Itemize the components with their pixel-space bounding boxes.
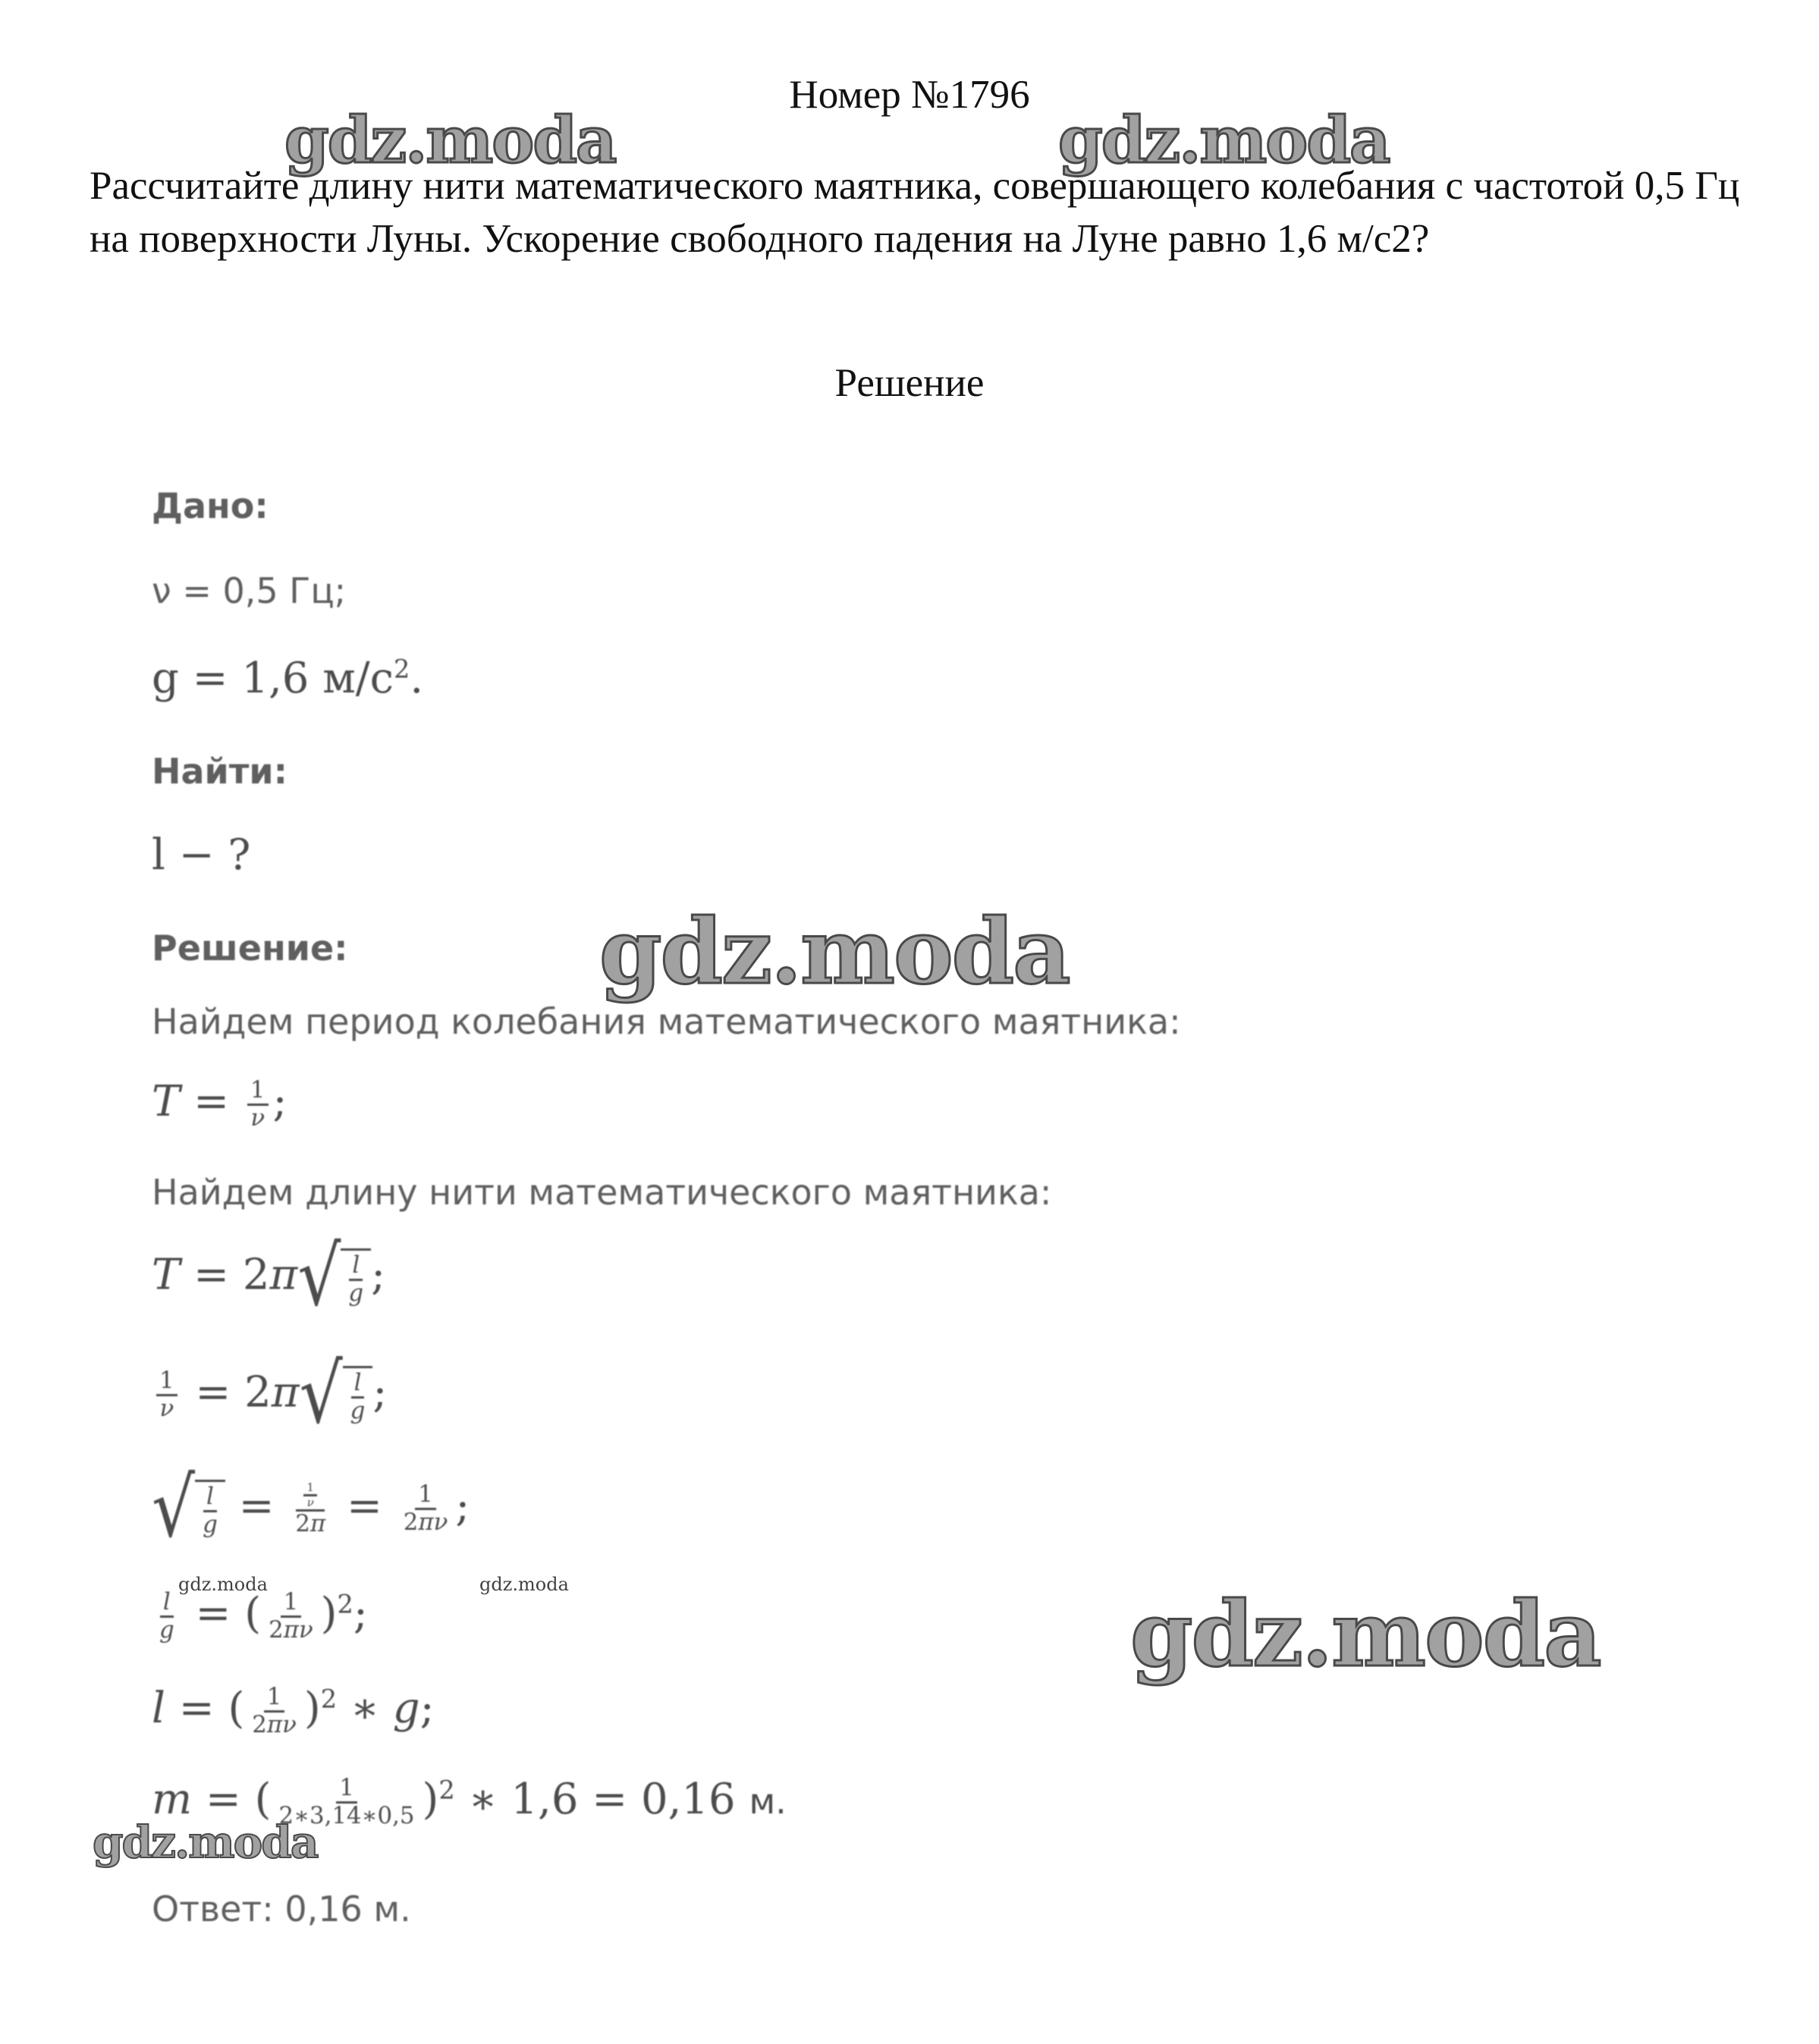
watermark: gdz.moda [284,102,616,177]
problem-statement: Рассчитайте длину нити математического маятника, совершающего колебания с частотой 0,5 Гц на поверхности Луны. Ускорение свободного падения на Луне равно 1,6 м/с2? [90,164,1740,261]
given-gravity [152,654,423,703]
step-length-text: Найдем длину нити математического маятника: [152,1172,1052,1213]
watermark: gdz.moda [599,899,1070,1004]
formula-square: $\frac{l}{g}$ = ( $\frac{1}{2\pi\nu}$ )$^2$; [159,1588,368,1644]
formula-substitute: $\frac{1}{\nu}$ = 2π √ $\frac{l}{g}$ ; [152,1361,387,1430]
given-frequency: ν = 0,5 Гц; [152,570,347,611]
formula-length: l = ( $\frac{1}{2\pi\nu}$ )$^2$ ∗ g; [152,1683,435,1738]
watermark: gdz.moda [479,1574,569,1595]
given-label: Дано: [152,485,269,526]
given-gravity-exponent: 2 [394,654,410,684]
formula-root: √ $\frac{l}{g}$ = $\frac{\frac{1}{\nu}}{2\pi}$ = $\frac{1}{2\pi\nu}$ ; [152,1461,470,1556]
given-gravity-value: g = 1,6 м/с [152,654,394,703]
find-length: l − ? [152,830,251,880]
formula-result: m = ( $\frac{1}{2∗3,14∗0,5}$ )$^2$ ∗ 1,6 = 0,16 м. [152,1774,787,1829]
problem-number: Номер №1796 [789,73,1030,117]
step-period-text: Найдем период колебания математического маятника: [152,1001,1181,1042]
solution-heading: Решение [834,361,985,405]
given-gravity-end: . [410,654,424,703]
watermark: gdz.moda [1058,102,1390,177]
watermark: gdz.moda [93,1816,318,1868]
solution-label: Решение: [152,928,348,969]
watermark: gdz.moda [178,1574,268,1595]
answer: Ответ: 0,16 м. [152,1889,411,1929]
formula-period: T = $\frac{1}{\nu}$ ; [152,1076,287,1132]
watermark: gdz.moda [1130,1581,1601,1687]
find-label: Найти: [152,751,288,792]
formula-pendulum-period: T = 2π √ $\frac{l}{g}$ ; [152,1229,386,1325]
